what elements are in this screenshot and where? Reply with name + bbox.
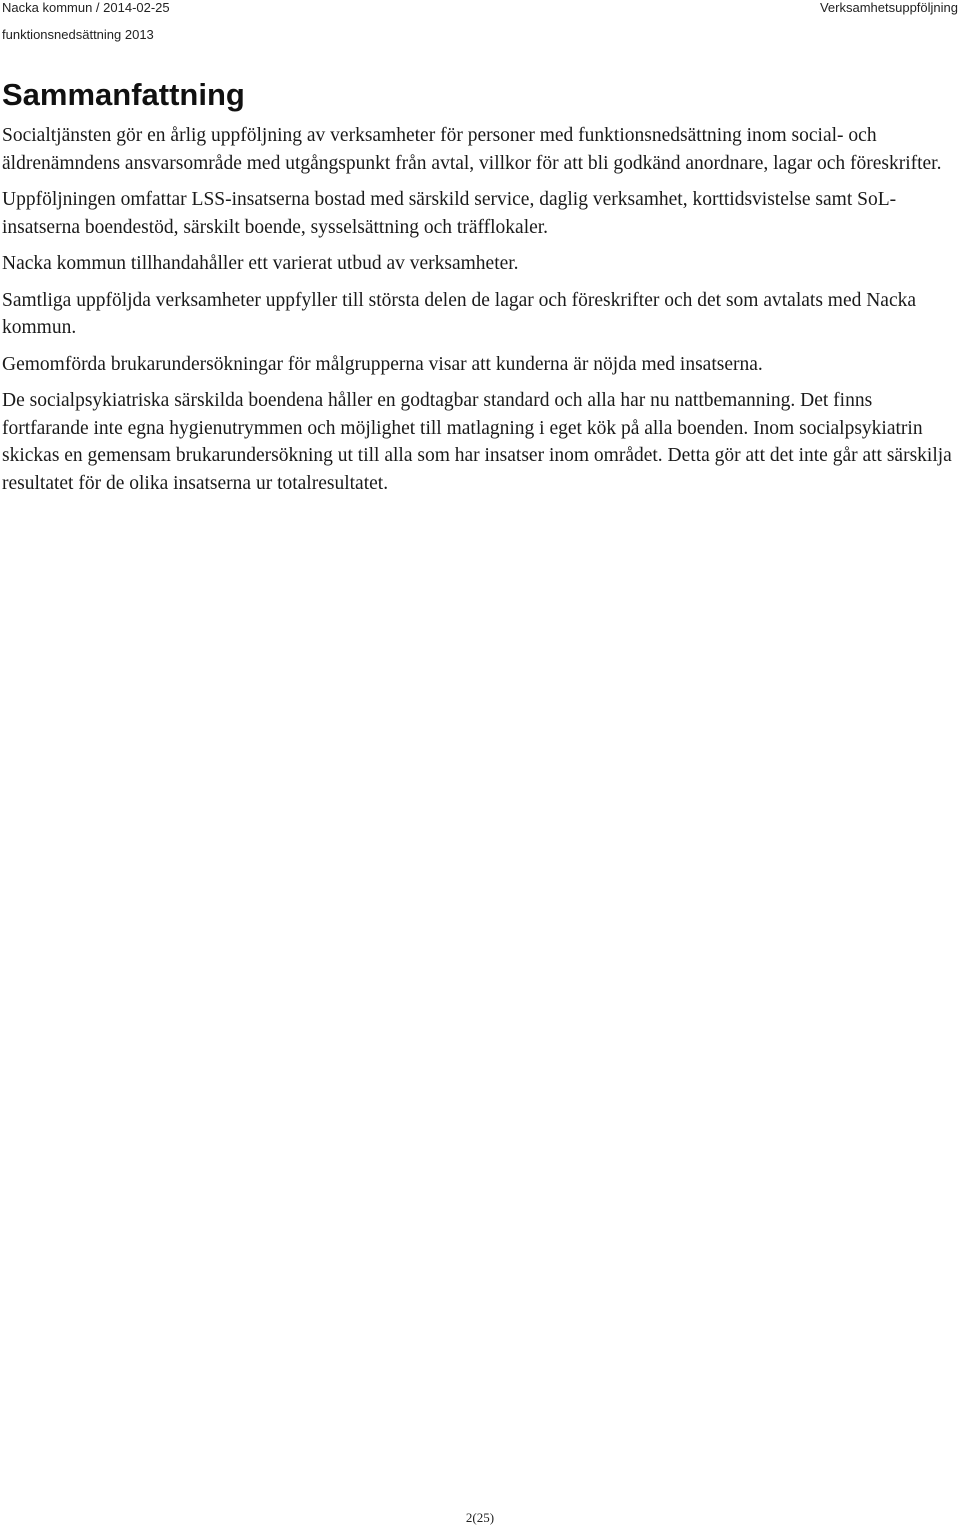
header-doc-type: Verksamhetsuppföljning <box>819 0 958 15</box>
paragraph-compliance: Samtliga uppföljda verksamheter uppfyller till största delen de lagar och föreskrifter och det som avtalats med Nacka kommun. <box>2 289 917 338</box>
page-header <box>0 0 960 50</box>
page-number: 2(25) <box>465 1510 495 1525</box>
paragraph-survey: Gemomförda brukarundersökningar för målgrupperna visar att kunderna är nöjda med insatserna. <box>2 353 763 375</box>
section-title: Sammanfattning <box>2 77 245 112</box>
paragraph-offer: Nacka kommun tillhandahåller ett varierat utbud av verksamheter. <box>2 253 519 274</box>
paragraph-socialpsychiatry: De socialpsykiatriska särskilda boendena håller en godtagbar standard och alla har nu nattbemanning. Det finns fortfarande inte egna hygienutrymmen och möjlighet till matlagning i eget kök på alla boenden. Inom socialpsykiatrin skickas en gemensam brukarundersökning ut till alla som har insatser inom området. Detta gör att det inte går att särskilja resultatet för de olika insatserna ur totalresultatet. <box>2 390 952 494</box>
header-subtitle: funktionsnedsättning 2013 <box>2 27 154 42</box>
header-org-date: Nacka kommun / 2014-02-25 <box>2 0 170 15</box>
document-body <box>2 76 954 506</box>
paragraph-intro: Socialtjänsten gör en årlig uppföljning av verksamheter för personer med funktionsnedsättning inom social- och äldrenämndens ansvarsområde med utgångspunkt från avtal, villkor för att bli godkänd anordnare, lagar och föreskrifter. <box>2 125 942 174</box>
paragraph-scope: Uppföljningen omfattar LSS-insatserna bostad med särskild service, daglig verksamhet, korttidsvistelse samt SoL-insatserna boendestöd, särskilt boende, sysselsättning och träfflokaler. <box>2 189 897 238</box>
